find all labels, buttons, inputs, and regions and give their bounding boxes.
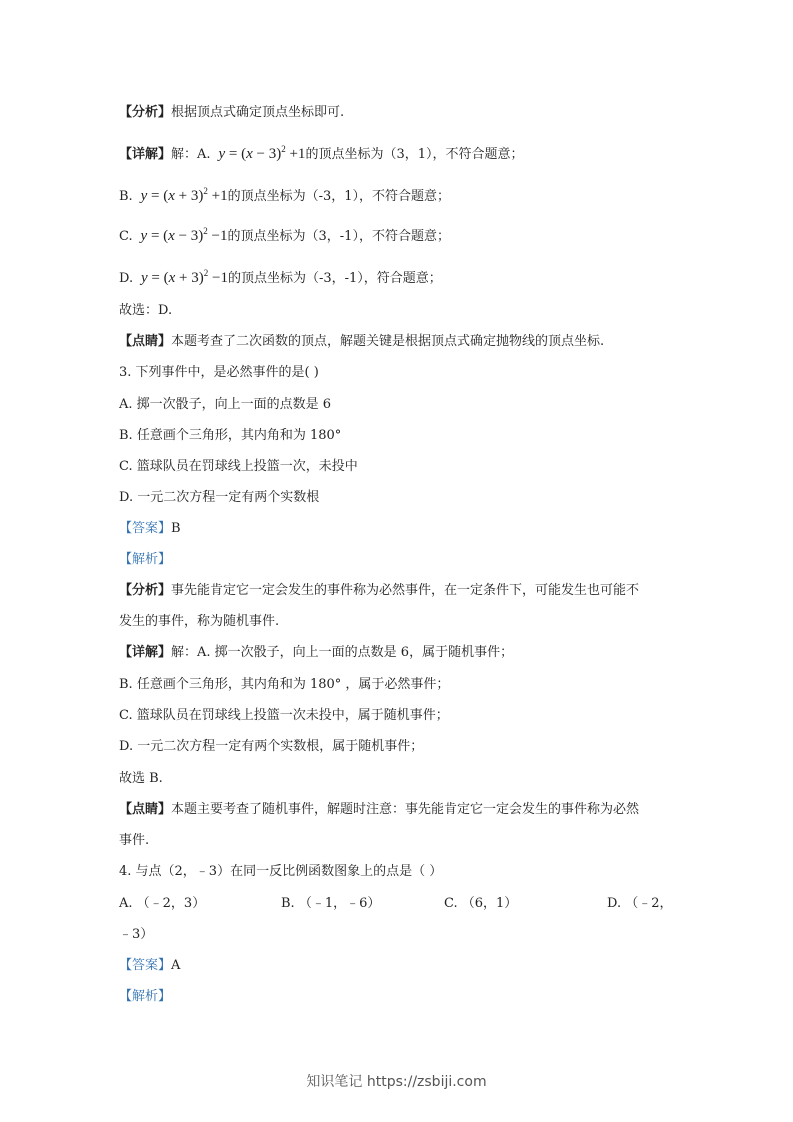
detail-line-a: [119, 140, 683, 164]
explain-tag: 【解析】: [119, 989, 172, 1004]
answer-value: B: [171, 521, 181, 536]
answer-tag: 【答案】: [119, 958, 172, 973]
comment-tag: 【点睛】: [119, 334, 172, 349]
question-option-a: A. 掷一次骰子，向上一面的点数是 6: [119, 397, 332, 412]
option-label: C.: [119, 229, 133, 244]
answer-line: [119, 520, 683, 538]
formula-c: $y = (x - 3)^2 -1$: [136, 226, 228, 244]
detail-text: 解：A. 掷一次骰子，向上一面的点数是 6，属于随机事件；: [171, 645, 514, 660]
formula-b-text: 的顶点坐标为（-3，1），不符合题意；: [227, 189, 451, 204]
comment-line: [119, 801, 683, 819]
question-option-b: B. （﹣1，﹣6）: [281, 896, 381, 911]
question-option-d-cont: ﹣3）: [119, 927, 154, 942]
detail-line: D. 一元二次方程一定有两个实数根，属于随机事件；: [119, 739, 424, 754]
analysis-tag: 【分析】: [119, 583, 172, 598]
detail-line: C. 篮球队员在罚球线上投篮一次未投中，属于随机事件；: [119, 708, 449, 723]
comment-line: [119, 333, 683, 351]
conclusion-line: 故选 B.: [119, 771, 163, 786]
detail-line-d: [119, 264, 683, 288]
detail-tag: 【详解】: [119, 147, 172, 162]
explain-tag: 【解析】: [119, 552, 172, 567]
option-label: B.: [119, 189, 133, 204]
comment-line-2: 事件.: [119, 833, 150, 848]
question-stem: 4. 与点（2，﹣3）在同一反比例函数图象上的点是（ ）: [119, 864, 443, 879]
detail-line: B. 任意画个三角形，其内角和为 180° ，属于必然事件；: [119, 677, 450, 692]
comment-tag: 【点睛】: [119, 802, 172, 817]
comment-text: 本题主要考查了随机事件，解题时注意：事先能肯定它一定会发生的事件称为必然: [171, 802, 640, 817]
question-option-c: C. 篮球队员在罚球线上投篮一次，未投中: [119, 459, 358, 474]
formula-d: $y = (x + 3)^2 -1$: [137, 268, 228, 286]
analysis-line: [119, 104, 683, 122]
answer-value: A: [171, 958, 181, 973]
analysis-tag: 【分析】: [119, 105, 172, 120]
question-option-c: C. （6，1）: [444, 896, 518, 911]
question-option-b: B. 任意画个三角形，其内角和为 180°: [119, 428, 342, 443]
detail-line-b: [119, 182, 683, 206]
analysis-text: 事先能肯定它一定会发生的事件称为必然事件，在一定条件下，可能发生也可能不: [171, 583, 640, 598]
detail-intro: 解：A.: [171, 147, 211, 162]
analysis-line: [119, 582, 683, 600]
detail-tag: 【详解】: [119, 645, 172, 660]
question-option-d: D. （﹣2，: [607, 896, 673, 911]
analysis-line-2: 发生的事件，称为随机事件.: [119, 614, 280, 629]
detail-line: [119, 644, 683, 662]
question-option-d: D. 一元二次方程一定有两个实数根: [119, 490, 320, 505]
formula-a: $y = (x - 3)^2 +1$: [214, 144, 306, 162]
comment-text: 本题考查了二次函数的顶点，解题关键是根据顶点式确定抛物线的顶点坐标.: [171, 334, 605, 349]
formula-d-text: 的顶点坐标为（-3，-1），符合题意；: [227, 271, 442, 286]
formula-c-text: 的顶点坐标为（3，-1），不符合题意；: [227, 229, 450, 244]
analysis-text: 根据顶点式确定顶点坐标即可.: [171, 105, 345, 120]
conclusion-line: 故选：D.: [119, 303, 173, 318]
answer-tag: 【答案】: [119, 521, 172, 536]
detail-line-c: [119, 222, 683, 246]
option-label: D.: [119, 271, 134, 286]
question-option-a: A. （﹣2，3）: [119, 896, 206, 911]
question-stem: 3. 下列事件中，是必然事件的是( ): [119, 365, 319, 380]
formula-a-text: 的顶点坐标为（3，1），不符合题意；: [305, 147, 524, 162]
answer-line: [119, 957, 683, 975]
formula-b: $y = (x + 3)^2 +1$: [136, 186, 228, 204]
footer-watermark: 知识笔记 https://zsbiji.com: [306, 1074, 487, 1090]
